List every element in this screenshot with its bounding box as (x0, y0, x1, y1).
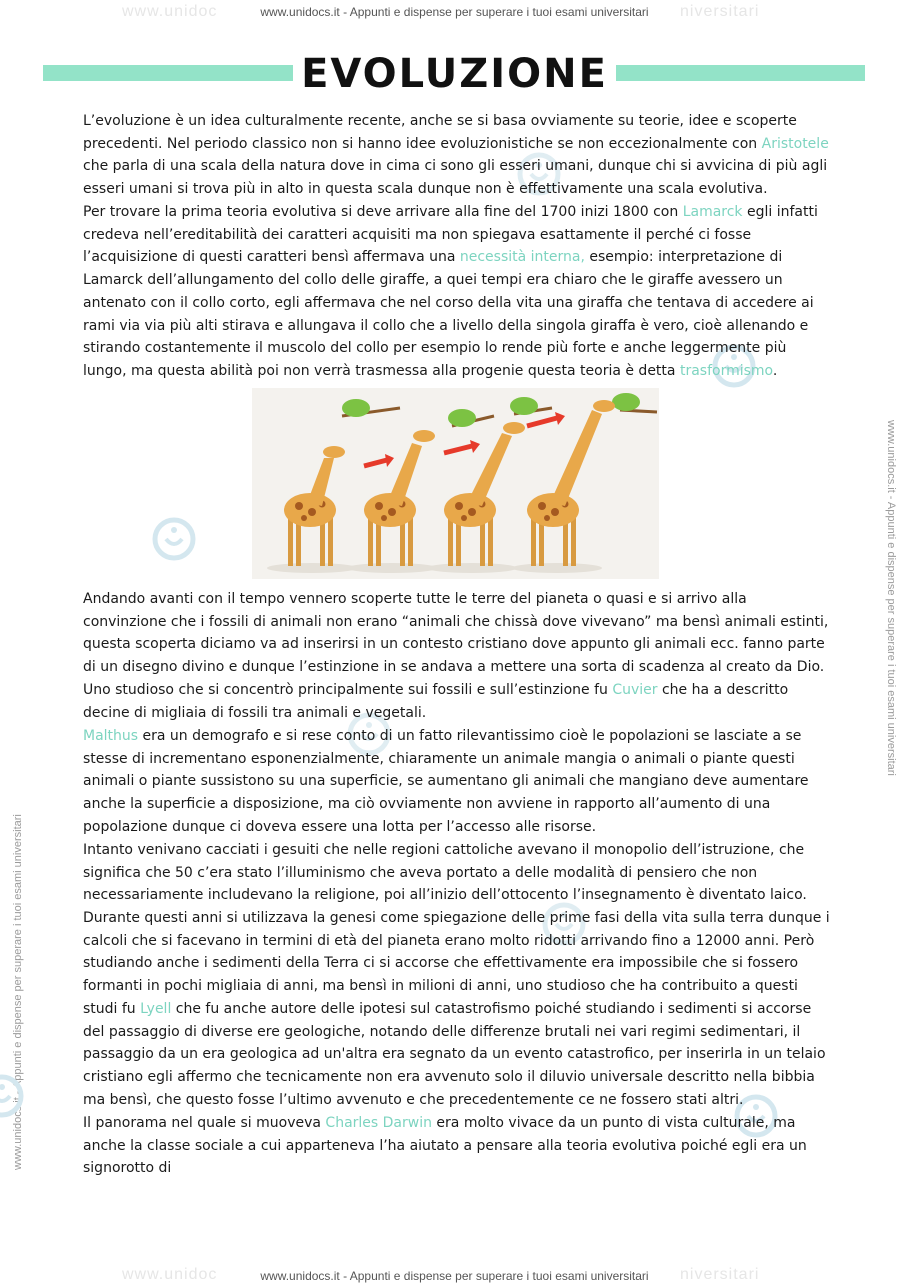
side-watermark-left: www.unidocs.it - Appunti e dispense per superare i tuoi esami universitari (12, 814, 24, 1170)
ghost-watermark-left-bottom: www.unidoc (122, 1266, 218, 1283)
page-title-text: EVOLUZIONE (293, 51, 616, 97)
highlight-trasformismo: trasformismo (679, 362, 773, 379)
highlight-lamarck: Lamarck (682, 204, 743, 220)
paragraph-6 (83, 839, 833, 907)
paragraph-text: esempio: interpretazione di Lamarck dell’allungamento del collo delle giraffe, a quei tempi era chiaro che le giraffe avessero un antenato con il collo corto, egli affermava che nel corso della vita una giraffa che tentava di accedere ai rami via via più alti stirava e allungava il collo che a livello della singola giraffa è vero, cioè allenando e stirando costantemente il muscolo del collo per esempio lo rende più forte e anche leggermente più lungo, ma questa abilità poi non verrà trasmessa alla progenie questa teoria è detta (83, 249, 814, 379)
paragraph-text: Intanto venivano cacciati i gesuiti che nelle regioni cattoliche avevano il monopolio dell’istruzione, che significa che 50 c’era stato l’illuminismo che aveva portato a delle modalità di pensiero che non necessariamente includevano la religione, poi all’inizio dell’ottocento l’insegnamento è diventato laico. (83, 842, 807, 904)
ghost-watermark-left: www.unidoc (122, 3, 218, 20)
logo-watermark-icon (150, 515, 198, 563)
paragraph-text: . (772, 362, 778, 379)
giraffe-evolution-illustration (252, 388, 659, 579)
paragraph-text: era molto vivace da un punto di vista culturale, ma anche la classe sociale a cui apparteneva l’ha aiutato a pensare alla teoria evolutiva poiché egli era un signorotto di (83, 1115, 807, 1177)
paragraph-3 (83, 588, 833, 679)
highlight-charles-darwin: Charles Darwin (325, 1115, 432, 1131)
paragraph-text: Per trovare la prima teoria evolutiva si deve arrivare alla fine del 1700 inizi 1800 con (83, 204, 683, 220)
paragraph-4 (83, 679, 833, 724)
ghost-watermark-right-bottom: niversitari (680, 1266, 760, 1283)
footer-watermark[interactable]: www.unidocs.it - Appunti e dispense per superare i tuoi esami universitari (260, 1269, 649, 1283)
paragraph-text: era un demografo e si rese conto di un fatto rilevantissimo cioè le popolazioni se lasciate a se stesse di incrementano esponenzialmente, chiaramente un animale mangia o animali o piante questi animali o piante sussistono su una superficie, se aumentano gli animali che mangiano deve aumentare anche la superficie a disposizione, ma ciò ovviamente non avviene in rapporto all’aumento di una popolazione dunque ci doveva essere una lotta per l’accesso alle risorse. (83, 728, 809, 835)
highlight-cuvier: Cuvier (612, 682, 658, 698)
side-watermark-right: www.unidocs.it - Appunti e dispense per superare i tuoi esami universitari (885, 420, 897, 776)
paragraph-7 (83, 907, 833, 1111)
ghost-watermark-right: niversitari (680, 3, 760, 20)
paragraph-5 (83, 725, 833, 839)
highlight-aristotele: Aristotele (761, 135, 829, 152)
paragraph-text: che parla di una scala della natura dove in cima ci sono gli esseri umani, dunque chi si avvicina di più agli esseri umani si trova più in alto in questa scala dunque non è effettivamente una scala evolutiva. (83, 158, 828, 198)
highlight-necessita-interna: necessità interna, (459, 249, 585, 266)
paragraph-text: L’evoluzione è un idea culturalmente recente, anche se si basa ovviamente su teorie, idee e scoperte precedenti. Nel periodo classico non si hanno idee evoluzionistiche se non eccezionalmente con (83, 113, 797, 152)
header-watermark[interactable]: www.unidocs.it - Appunti e dispense per superare i tuoi esami universitari (260, 5, 649, 19)
highlight-malthus: Malthus (83, 728, 139, 744)
paragraph-text: Il panorama nel quale si muoveva (83, 1115, 326, 1131)
paragraph-8 (83, 1112, 833, 1180)
paragraph-text: che ha a descritto decine di migliaia di fossili tra animali e vegetali. (83, 682, 789, 721)
giraffe-evolution-image (252, 388, 659, 579)
paragraph-text: che fu anche autore delle ipotesi sul catastrofismo poiché studiando i sedimenti si accorse del passaggio di diverse ere geologiche, notando delle differenze brutali nei vari regimi sedimentari, il passaggio da un era geologica ad un'altra era segnato da un evento catastrofico, per inserirla in un telaio cristiano egli affermo che tecnicamente non era avvenuto solo il diluvio universale descritto nella bibbia ma bensì, che questo fosse l’ultimo avvenuto e che precedentemente ce ne fossero stati altri. (83, 1000, 826, 1108)
paragraph-text: Uno studioso che si concentrò principalmente sui fossili e sull’estinzione fu (83, 682, 613, 698)
paragraph-text: Andando avanti con il tempo vennero scoperte tutte le terre del pianeta o quasi e si arrivo alla convinzione che i fossili di animali non erano “animali che chissà dove vivevano” ma bensì animali estinti, questa scoperta diciamo va ad inserirsi in un contesto cristiano dove appunto gli animali ecc. fanno parte di un disegno divino e dunque l’estinzione in se andava a mettere una sorta di scadenza al creato da Dio. (83, 591, 829, 676)
paragraph-text: egli infatti credeva nell’ereditabilità dei caratteri acquisiti ma non spiegava esattamente il perché ci fosse l’acquisizione di questi caratteri bensì affermava una (83, 204, 818, 266)
paragraph-text: Durante questi anni si utilizzava la genesi come spiegazione delle prime fasi della vita sulla terra dunque i calcoli che si facevano in termini di età del pianeta erano molto ridotti arrivando fino a 12000 anni. Però studiando anche i sedimenti della Terra ci si accorse che effettivamente era impossibile che si fossero formanti in pochi migliaia di anni, ma bensì in milioni di anni, uno studioso che ha contribuito a questi studi fu (83, 910, 830, 1017)
page-title (0, 50, 909, 98)
logo-watermark-icon (0, 1072, 26, 1120)
paragraph-2 (83, 201, 833, 383)
highlight-lyell: Lyell (140, 1000, 172, 1017)
paragraph-1 (83, 110, 833, 201)
